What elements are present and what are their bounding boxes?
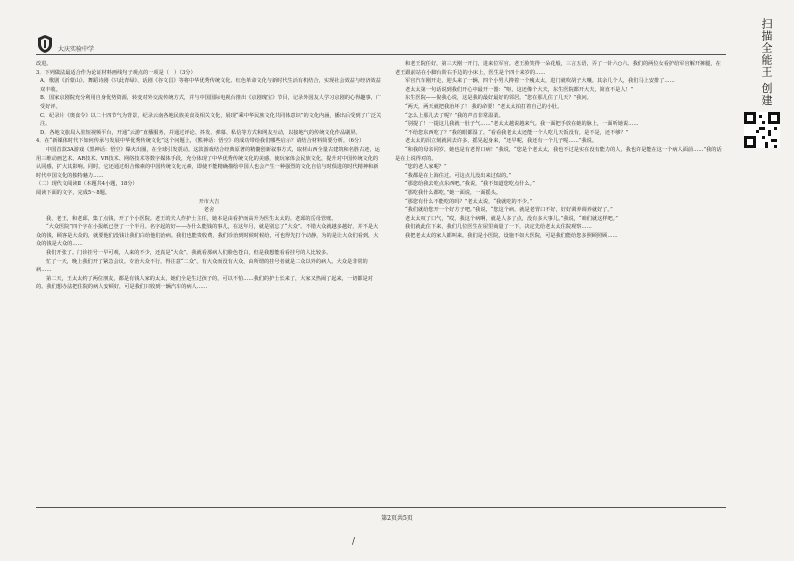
paragraph: A．歌剧《沂蒙山》、舞蹈诗剧《只此青绿》、话剧《谷文昌》等将中华优秀传统文化、红色革命文化与新时代生活有机结合，实现社会效益与经济效益双丰收。: [40, 78, 381, 93]
paragraph: 我们就此住下来，我们几位医生在屋里商量了一下，决定先给老太太住院观察……: [405, 224, 592, 231]
paragraph: “和我的母亲同岁，她也是有老胃口病！”我说，“您是个老太太，我也不过是实在没有能力的人，我也许是能在这一个病人面前……”我的话是在上说得对的。: [395, 146, 722, 162]
header-rule: [36, 54, 726, 55]
paragraph: 老舍: [203, 207, 215, 214]
paragraph: 我们开张了。门诊挂号一早可观，人来的不少，还真是“大众”，我就看那病人们脸色苍白，但是我想能看看挂号的人比较多。: [46, 250, 332, 257]
paragraph: 军官汽车刚开走，迎头来了一辆，四个小男人搀着一个瘦太太，进门就吹胡子大嚷。其余几个人，我们马上安排了……: [405, 78, 675, 85]
paragraph: 忙了一天，晚上我们开了紧急会议。专治大众不行，得注意“二众”。有大众而没有大众，由所谓的挂号者就是二众以外的病人。大众是非常的病……: [36, 258, 368, 274]
school-logo-icon: [36, 34, 54, 54]
paragraph: “那您给我去吃点东西吧。”我说，“我不知道您吃点什么。”: [405, 181, 535, 188]
paragraph: 4．在“新媒体时代下如何传承与发展中华优秀传统文化”这个问题上，《熊神话：悟空》的成功带给我们哪些启示？请结合材料简要分析。（6分）: [36, 138, 365, 145]
footer-rule: [36, 507, 726, 508]
paragraph: “怎么上那儿去了呢？”我的声音非常温柔。: [405, 112, 504, 119]
paragraph: 老太太叹了口气，“哎，我这个病啊，就是人多了点，没有多大事儿。”我说，“咱们就这样吧。”: [405, 215, 618, 222]
scanner-watermark: 扫描全能王 创建: [760, 18, 773, 107]
school-name: 大庆实验中学: [58, 46, 95, 53]
paragraph: “我都是在上海住过。可这点儿没出来过似的。”: [405, 172, 512, 179]
paragraph: “您的老人家呢？”: [405, 164, 447, 171]
paragraph: 和老王院任好，第三天刚一开门，进来位军官。老王脸笑得一朵花般，三言五语，弄了一针六○六。我们的两位女看护给军官解开裤腿，在老王跟前站在小脚台阶右手边的小床上，医生是个四十来岁的……: [395, 61, 721, 76]
paragraph: 老太太的泪立刻就回去许多，摇晃起身来，“还早呢，我还有一个儿子呢……”我说。: [405, 138, 598, 145]
paragraph: B．国家京剧院充分利用自身优势资源，转变对外交流传统方式，并与中国国际电视台推出《京剧瑰宝》节目，记录外国友人学习京剧的心得趣事，广受好评。: [40, 95, 382, 110]
left-column: [36, 60, 382, 505]
page-number: 第2页共5页: [381, 515, 413, 522]
paragraph: 我把老太太的家人都叫来。我们是小医院，设施不如大医院，可是我们能给您多照顾照顾……: [405, 232, 618, 239]
paragraph: “不给您东西吃了？”我的眼都湿了。“看看我老太太还能一个人吃几天饭没有，是不是，还不够？”: [405, 129, 629, 136]
paragraph: 东生医院——倪我心说，这是我的最好最好的邻居。“您在那儿住了几天？”我问。: [405, 95, 592, 102]
paragraph: 我，老王，和老邱，集了点钱，开了个小医院。老王的夫人作护士主任，她本是由看护而高升为医生太太的。老邱的岳母管账。: [46, 215, 337, 222]
paragraph: 开市大吉: [198, 198, 220, 205]
paragraph: “我们就给您开一个好方子吧。”我说，“您这个病，就是老胃口不好，好好调养调养就好了。”: [405, 207, 613, 214]
paragraph: “那您有什么不能吃的吗？”老太太说，“我就吃的不少。”: [405, 198, 533, 205]
pen-mark: /: [352, 537, 356, 547]
paragraph: 阅读下面的文字，完成5～8题。: [36, 189, 111, 196]
paragraph: D．各地文旅局入驻短视频平台，开通“云游”直播服务，并通过评论、抖发、弹幕、私信等方式和网友互动，以接地气的传统文化作品刷屏。: [40, 129, 361, 136]
paragraph: “大众医院”四个字在小报纸已登了一个半月。名字起的好——办什么能钱的事儿，在这年月，就是别忘了“大众”。不错大众就越多越好，并不是大众的钱，顾客是大众的，就要他们没钱让我们白给他们治病。我们也能贵收费，我们诊治到时候时候给，可也得先打个动静，为的是让大众们看到，大众的钱是大众的……: [36, 224, 379, 248]
paragraph: “两天，两天就把我治坏了！ 我的命要！”老太太拍打着自己的小肚。: [405, 103, 563, 110]
paragraph: 3．下列做法最适合作为论证材料画线句子观点的一项是（ ）（3分）: [36, 69, 196, 76]
paragraph: （二）现代文阅读Ⅱ（本题共4小题，18分）: [36, 181, 138, 188]
paragraph: 中国首款3A游戏《黑神话：悟空》爆火出圈，在全球引发震动。这款游戏结合经典原著的精髓创新叙事方式，取材山西全量古建筑和名胜古迹，运用三维动画艺术、AR技术、VR技术、网络技术等数字媒体手段，充分体现了中华优秀传统文化的美感，使玩家体会民族文化，提升对中国传统文化的认同感，扩大其影响。同时，它还通过组合像素的中国传统文化元素，即使不能精确描绘中国人也会产生一种强烈的文化自信与时俱进的时代精神和新时代中国文化的独特魅力……: [36, 146, 380, 179]
right-column: [395, 60, 725, 505]
paragraph: “那吃我什么都吃，”她一面说，一面摇头。: [405, 189, 502, 196]
paragraph: 第二天，王太太约了两位朋友，都是有钱人家的太太，她们全是生过孩子的，可以不怕……我们的护士长来了，大家又热闹了起来，一切都是对的。我们想办法把住院的病人安顿好，可是我们只收到一辆汽车的病人……: [36, 275, 373, 291]
qr-code-icon: [744, 112, 780, 148]
paragraph: 老太太第一句话说到我们开心中最开一器：“呕，这还像个大夫，东生医院都开大夫，简直不是人！”: [405, 86, 634, 93]
paragraph: 改进。: [36, 61, 52, 67]
paragraph: “别提了！一提这儿我就一肚子气……”老太太越说越来气。我一面把手放在她的脉上，一面听她说……: [405, 121, 639, 128]
paragraph: C．纪录片《奥食令》以二十四节气为背景，纪录云南各地民族美食及相关文化，展现“乘中华民族文化共同体意识”的文化内涵，播出后受到了广泛关注。: [40, 112, 382, 128]
